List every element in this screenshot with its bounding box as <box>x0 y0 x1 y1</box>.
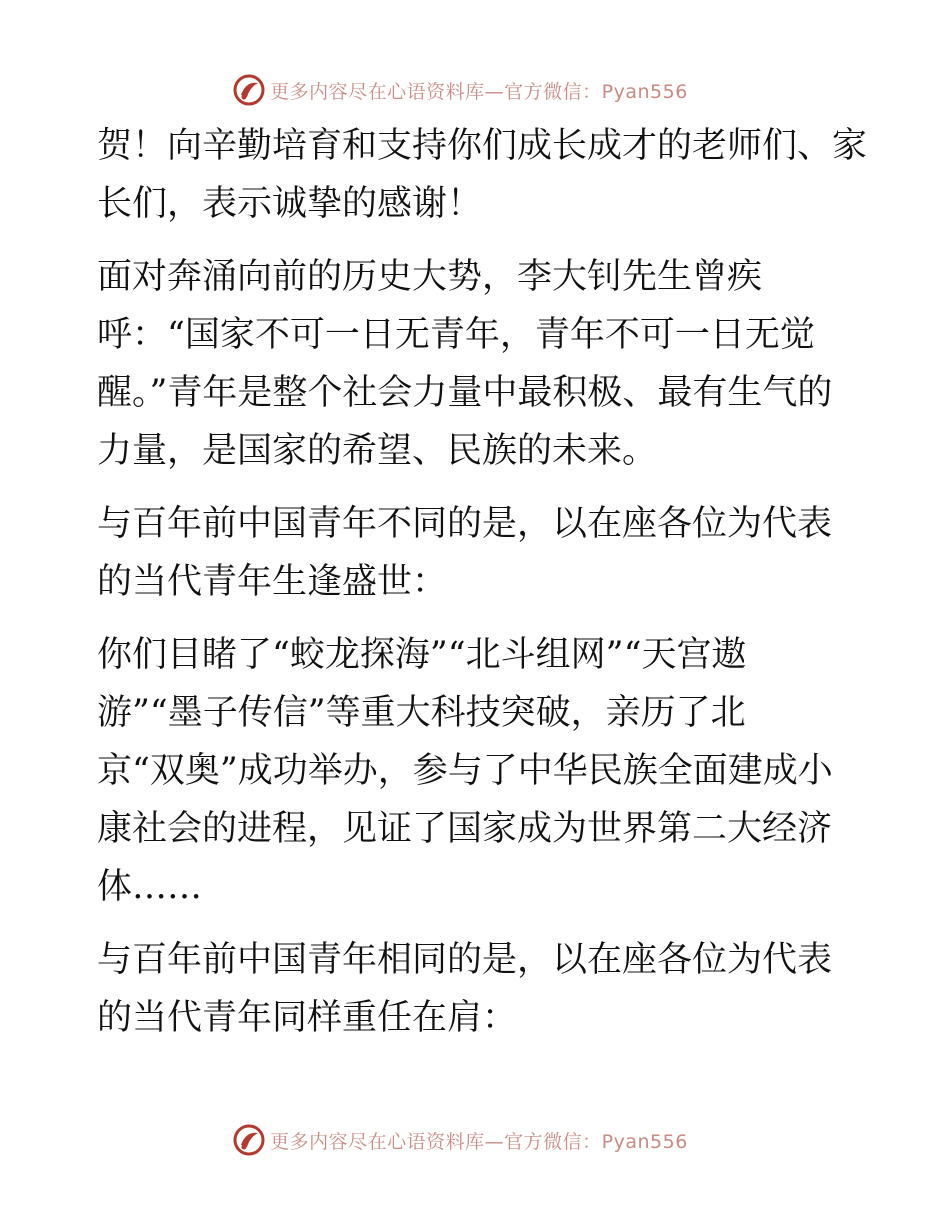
paragraph <box>97 931 857 1047</box>
text-line: 力量，是国家的希望、民族的未来。 <box>97 431 658 471</box>
header-watermark-text: 更多内容尽在心语资料库—官方微信：Pyan556 <box>270 80 688 103</box>
text-line: 与百年前中国青年不同的是，以在座各位为代表 <box>97 504 833 544</box>
header-watermark <box>0 70 950 110</box>
paragraph <box>97 248 857 480</box>
text-line: 康社会的进程，见证了国家成为世界第二大经济 <box>97 809 833 849</box>
brand-logo-icon <box>232 73 266 107</box>
text-line: 京“双奥”成功举办，参与了中华民族全面建成小 <box>97 751 833 791</box>
text-line: 与百年前中国青年相同的是，以在座各位为代表 <box>97 940 833 980</box>
text-line: 体…… <box>97 867 203 907</box>
text-line: 的当代青年同样重任在肩： <box>97 998 518 1038</box>
brand-logo-icon <box>232 1123 266 1157</box>
text-line: 长们，表示诚挚的感谢！ <box>97 184 483 224</box>
footer-watermark-text: 更多内容尽在心语资料库—官方微信：Pyan556 <box>270 1130 688 1153</box>
text-line: 醒。”青年是整个社会力量中最积极、最有生气的 <box>97 373 833 413</box>
footer-watermark <box>0 1120 950 1160</box>
text-line: 你们目睹了“蛟龙探海”“北斗组网”“天宫遨 <box>97 635 747 675</box>
text-line: 贺！向辛勤培育和支持你们成长成才的老师们、家 <box>97 126 868 166</box>
paragraph <box>97 495 857 611</box>
paragraph <box>97 117 868 233</box>
text-line: 面对奔涌向前的历史大势，李大钊先生曾疾 <box>97 257 763 297</box>
paragraph <box>97 626 857 916</box>
document-body <box>97 117 868 1062</box>
text-line: 呼：“国家不可一日无青年，青年不可一日无觉 <box>97 315 815 355</box>
text-line: 游”“墨子传信”等重大科技突破，亲历了北 <box>97 693 746 733</box>
text-line: 的当代青年生逢盛世： <box>97 562 448 602</box>
